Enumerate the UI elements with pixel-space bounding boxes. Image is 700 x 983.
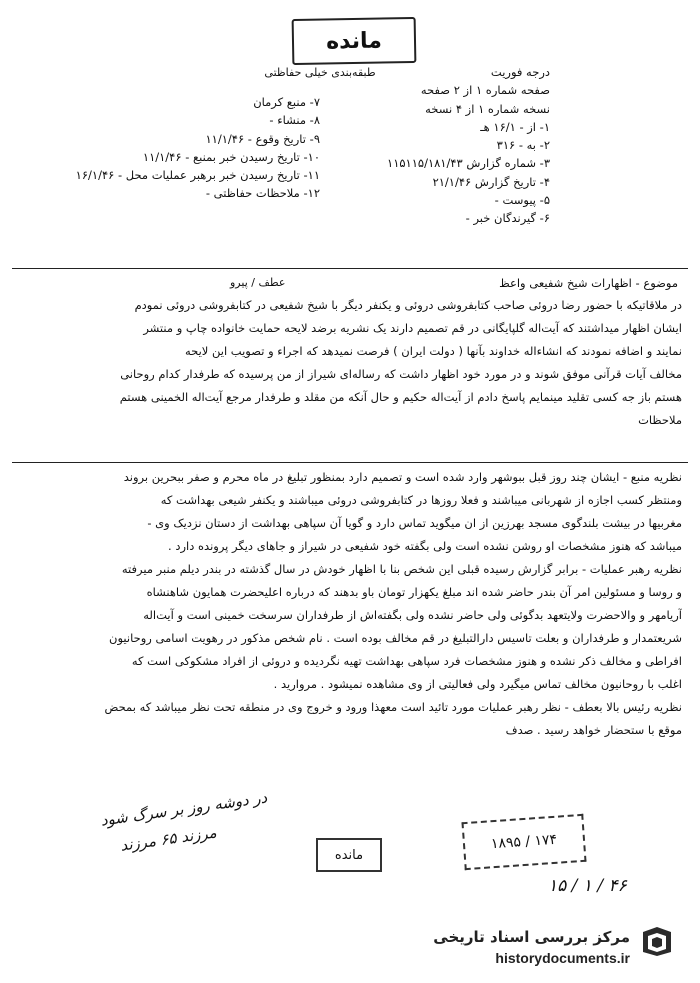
security-notes: ۱۲- ملاحظات حفاظتی -: [205, 186, 320, 201]
archive-logo-icon: [640, 924, 674, 958]
copy-number: نسخه شماره ۱ از ۴ نسخه: [425, 101, 550, 116]
note-line: مغربیها در بیشت بلندگوی مسجد بهرزین از ان میگوید تماس دارد و گویا آن سپاهی بهداشت از دستان نزدیک وی -: [147, 516, 682, 530]
note-line: میباشد که هنوز مشخصات او روشن نشده است ولی بگفته خود شفیعی در شیراز و جاهای دیگر پرونده دارد .: [168, 539, 682, 553]
header-divider: [12, 268, 688, 269]
report-body: [12, 294, 682, 432]
top-stamp: [292, 17, 417, 65]
note-line: آریامهر و والاحضرت ولایتعهد بدگوئی ولی حاضر نشده ولی بگفته‌اش از طرفداران سرسخت خمینی است و آیت‌اله: [143, 608, 682, 622]
classification-line: طبقه‌بندی خیلی حفاظتی: [264, 66, 376, 79]
note-line: افراطی و مخالف ذکر نشده و هنوز مشخصات فرد سپاهی بهداشت تهیه نگردیده و دروئی از افراد مشکوکی است که: [131, 654, 682, 668]
note-line: و روسا و مسئولین امر آن بندر حاضر شده اند مبلغ یکهزار تومان باو بدهند که درباره اعلیحضرت همایون شاهنشاه: [146, 585, 682, 599]
attachment-field: ۵- پیوست -: [494, 193, 550, 208]
note-line: نظریه رئیس بالا بعطف - نظر رهبر عملیات مورد تائید است معهذا ورود و خروج وی در منطقه تحت نظر میباشد که بمحض: [104, 700, 682, 714]
handwritten-date: ۱۵ / ۱ / ۴۶: [548, 876, 627, 896]
report-date: ۴- تاریخ گزارش ۲۱/۱/۴۶: [432, 174, 550, 189]
note-line: نظریه منبع - ایشان چند روز قبل ببوشهر وارد شده است و تصمیم دارد بمنظور تبلیغ در ماه محرم و صفر ببحرین بروند: [123, 470, 682, 484]
handwritten-note: در دوشه روز بر سرگ شود: [99, 788, 269, 830]
body-line: ملاحظات: [638, 413, 682, 427]
mid-stamp: [316, 838, 382, 872]
subject-text: موضوع - اظهارات شیخ شفیعی واعظ: [499, 276, 678, 290]
body-line: ایشان اظهار میداشتند که آیت‌اله گلپایگانی در قم تصمیم دارند یک نشریه برضد لایحه حمایت خانواده چاپ و منتشر: [143, 321, 682, 335]
to-field: ۲- به - ۳۱۶: [496, 138, 550, 153]
ops-received-date: ۱۱- تاریخ رسیدن خبر برهبر عملیات محل - ۱۶/۱/۴۶: [75, 168, 320, 183]
reference-line: عطف / پیرو: [230, 276, 286, 289]
stamp-text: مانده: [325, 28, 383, 54]
recipients-field: ۶- گیرندگان خبر -: [465, 211, 550, 226]
event-date: ۹- تاریخ وقوع - ۱۱/۱/۴۶: [205, 131, 320, 146]
page-number: صفحه شماره ۱ از ۲ صفحه: [420, 83, 550, 98]
source-field: ۷- منبع کرمان: [253, 95, 320, 109]
body-line: هستم باز جه کسی تقلید مینمایم پاسخ دادم از آیت‌اله حکیم و حال آنکه من مقلد و طرفدار مرجع آیت‌اله الخمینی هستم: [119, 390, 682, 404]
notes-body: [12, 466, 682, 742]
note-line: اغلب با روحانیون مخالف تماس میگیرد ولی فعالیتی از وی مشاهده نمیشود . مروارید .: [273, 677, 682, 691]
note-line: نظریه رهبر عملیات - برابر گزارش رسیده قبلی این شخص بنا با اظهار خودش در سال گذشته در بندر دیلم منبر میرفته: [121, 562, 682, 576]
footer-url: historydocuments.ir: [495, 950, 630, 966]
report-number: ۳- شماره گزارش ۱۱۵۱۱۵/۱۸۱/۴۳: [387, 156, 550, 171]
mid-stamp-text: مانده: [334, 847, 364, 863]
header-right: [310, 63, 550, 228]
body-line: نمایند و اضافه نمودند که انشاءاله خداوند بآنها ( دولت ایران ) فرصت نمیدهد که اجراء و تصویب این لایحه: [185, 344, 682, 358]
note-line: موقع با ستحضار خواهد رسید . صدف: [505, 723, 682, 737]
origin-field: ۸- منشاء -: [269, 113, 320, 128]
stamp-number: ۱۸۹۵ / ۱۷۴: [490, 831, 558, 853]
note-line: ومنتظر کسب اجازه از شهربانی میباشند و فعلا روزها در کتابفروشی دروئی میباشند و یکنفر شیعی بهداشت که: [160, 493, 682, 507]
source-received-date: ۱۰- تاریخ رسیدن خبر بمنبع - ۱۱/۱/۴۶: [142, 149, 320, 164]
note-line: شریعتمدار و طرفداران و بعلت تاسیس دارالتبلیغ در قم مخالف بوده است . نام شخص مذکور در رهویت اسامی روحانیون: [109, 631, 682, 645]
body-line: مخالف آیات قرآنی موفق شوند و در مورد خود اظهار داشت که رساله‌ای شیراز از من پرسیده که طرفدار کدام روحانی: [120, 367, 682, 381]
from-field: ۱- از - ۱۶/۱ هـ: [480, 119, 550, 134]
footer-title: مرکز بررسی اسناد تاریخی: [433, 928, 630, 946]
header-left: [10, 93, 320, 203]
subject-line: [499, 276, 678, 290]
handwritten-signature: مرزند ۶۵ مرزند: [119, 823, 218, 855]
notes-divider: [12, 462, 688, 463]
bottom-stamp: [461, 814, 586, 870]
urgency: درجه فوریت: [490, 65, 550, 79]
body-line: در ملاقاتیکه با حضور رضا دروئی صاحب کتابفروشی دروئی و یکنفر دیگر با شیخ شفیعی در کتابفروشی دروئی نمودم: [134, 298, 682, 312]
